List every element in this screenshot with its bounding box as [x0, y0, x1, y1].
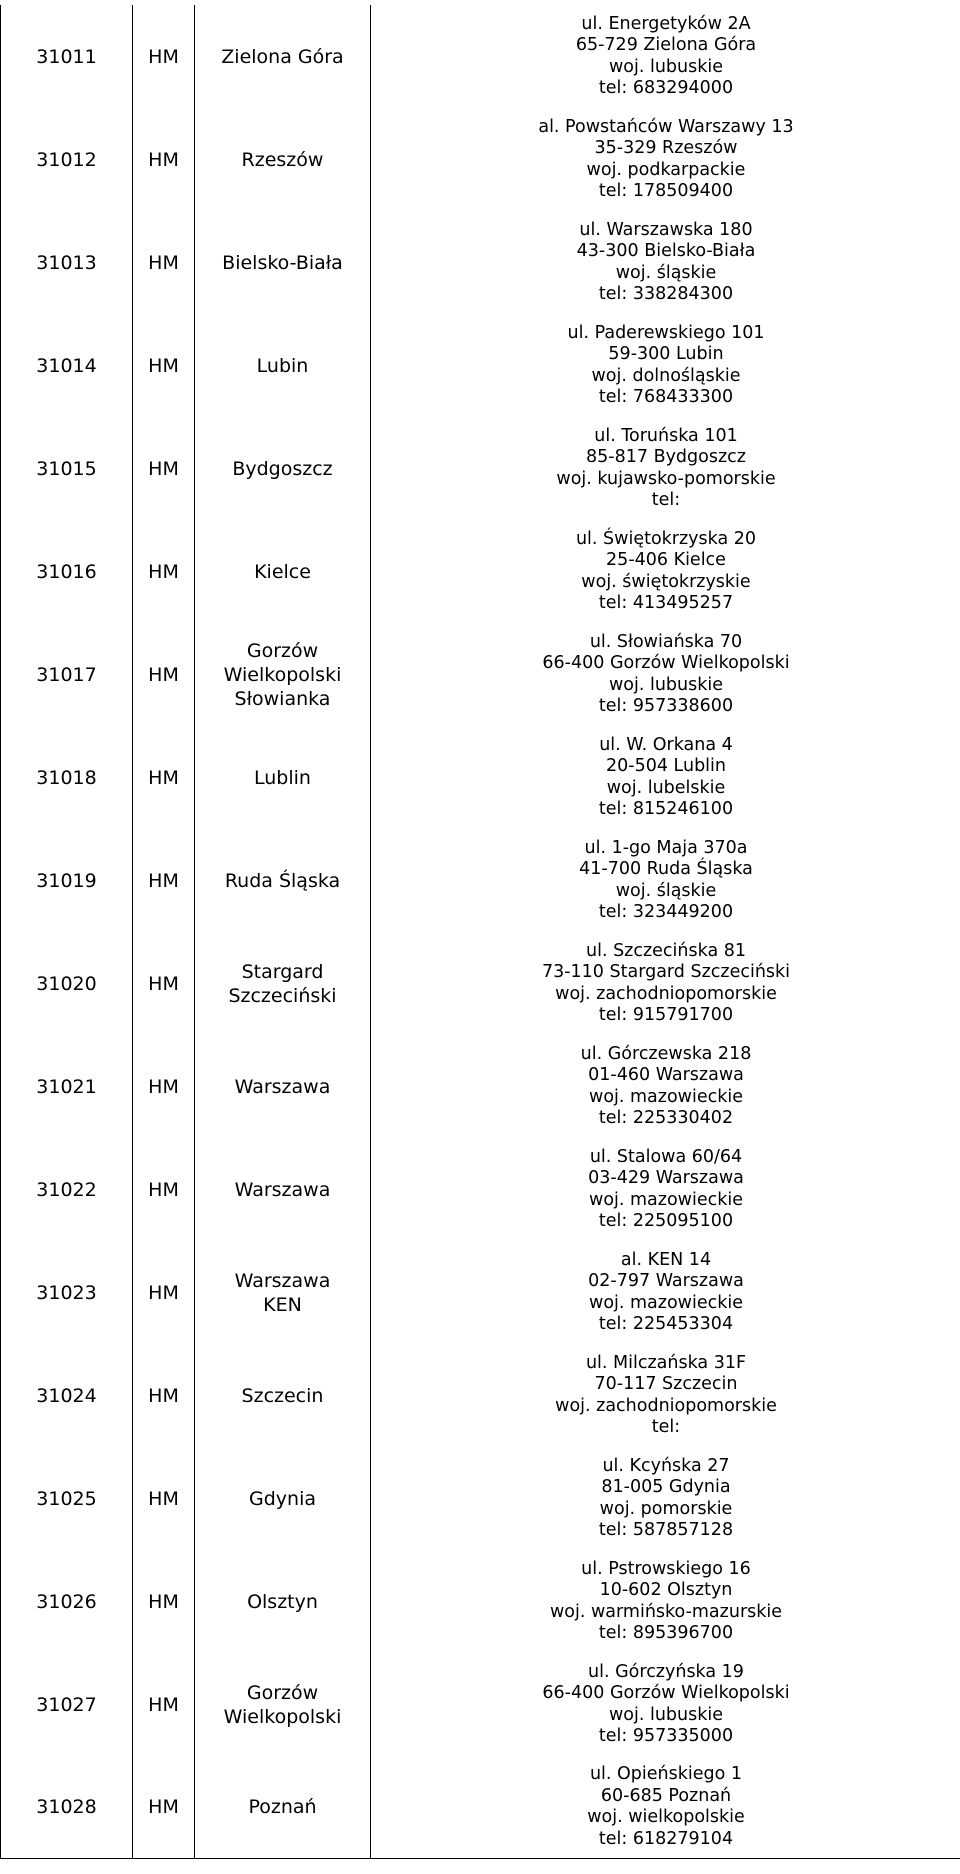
- voivodeship-line: woj. pomorskie: [599, 1498, 733, 1519]
- store-table: [0, 5, 960, 1859]
- voivodeship-line: woj. mazowieckie: [589, 1189, 743, 1210]
- store-city: [195, 1653, 371, 1756]
- table-row: [1, 417, 960, 520]
- city-line: Gdynia: [249, 1487, 316, 1510]
- store-type: HM: [133, 1756, 195, 1859]
- city-line: Stargard: [241, 960, 324, 983]
- phone-line: tel:: [651, 490, 681, 510]
- city-line: Bydgoszcz: [232, 457, 333, 480]
- store-address: [371, 1138, 960, 1241]
- table-row: [1, 520, 960, 623]
- postal-line: 73-110 Stargard Szczeciński: [541, 962, 791, 982]
- store-type: HM: [133, 314, 195, 417]
- table-row: [1, 1756, 960, 1859]
- street-line: ul. Opieńskiego 1: [589, 1764, 743, 1784]
- store-table-body: [1, 5, 960, 1859]
- city-line: Gorzów: [246, 1681, 319, 1704]
- postal-line: 43-300 Bielsko-Biała: [576, 241, 756, 261]
- store-code: 31012: [1, 108, 133, 211]
- store-code: 31025: [1, 1447, 133, 1550]
- store-code: 31028: [1, 1756, 133, 1859]
- phone-line: tel: 225095100: [598, 1211, 734, 1231]
- city-line: Lubin: [256, 354, 309, 377]
- store-address: [371, 211, 960, 314]
- store-address: [371, 1344, 960, 1447]
- table-row: [1, 5, 960, 108]
- table-row: [1, 829, 960, 932]
- city-line: Szczeciński: [228, 984, 337, 1007]
- store-city: [195, 211, 371, 314]
- store-type: HM: [133, 932, 195, 1035]
- city-line: Warszawa: [234, 1178, 331, 1201]
- postal-line: 66-400 Gorzów Wielkopolski: [542, 1683, 790, 1703]
- store-address: [371, 726, 960, 829]
- table-row: [1, 1138, 960, 1241]
- voivodeship-line: woj. lubuskie: [608, 674, 724, 695]
- store-address: [371, 1447, 960, 1550]
- store-city: [195, 5, 371, 108]
- postal-line: 20-504 Lublin: [605, 756, 726, 776]
- store-address: [371, 1241, 960, 1344]
- table-row: [1, 1344, 960, 1447]
- store-type: HM: [133, 1344, 195, 1447]
- voivodeship-line: woj. lubuskie: [608, 56, 724, 77]
- street-line: al. Powstańców Warszawy 13: [538, 116, 794, 137]
- city-line: Słowianka: [234, 687, 331, 710]
- city-line: Gorzów: [246, 639, 319, 662]
- street-line: ul. Toruńska 101: [594, 425, 738, 446]
- store-code: 31015: [1, 417, 133, 520]
- store-type: HM: [133, 1653, 195, 1756]
- store-city: [195, 726, 371, 829]
- store-type: HM: [133, 623, 195, 726]
- street-line: ul. 1-go Maja 370a: [584, 837, 748, 858]
- phone-line: tel: 815246100: [598, 799, 734, 819]
- store-code: 31016: [1, 520, 133, 623]
- city-line: KEN: [263, 1293, 302, 1316]
- phone-line: tel: 895396700: [598, 1623, 734, 1643]
- phone-line: tel: 915791700: [598, 1005, 734, 1025]
- phone-line: tel: 323449200: [598, 902, 734, 922]
- store-city: [195, 932, 371, 1035]
- store-city: [195, 417, 371, 520]
- voivodeship-line: woj. śląskie: [615, 880, 717, 901]
- street-line: ul. Słowiańska 70: [589, 631, 743, 652]
- store-type: HM: [133, 1447, 195, 1550]
- voivodeship-line: woj. kujawsko-pomorskie: [556, 468, 776, 489]
- postal-line: 01-460 Warszawa: [588, 1065, 744, 1085]
- store-city: [195, 1756, 371, 1859]
- voivodeship-line: woj. zachodniopomorskie: [555, 1395, 777, 1416]
- store-city: [195, 108, 371, 211]
- postal-line: 59-300 Lubin: [608, 344, 724, 364]
- table-row: [1, 1447, 960, 1550]
- store-type: HM: [133, 1550, 195, 1653]
- store-type: HM: [133, 417, 195, 520]
- postal-line: 41-700 Ruda Śląska: [579, 859, 753, 879]
- voivodeship-line: woj. dolnośląskie: [591, 365, 741, 386]
- phone-line: tel:: [651, 1417, 681, 1437]
- voivodeship-line: woj. warmińsko-mazurskie: [549, 1601, 783, 1622]
- table-row: [1, 108, 960, 211]
- store-type: HM: [133, 5, 195, 108]
- store-city: [195, 520, 371, 623]
- phone-line: tel: 338284300: [598, 284, 734, 304]
- store-code: 31014: [1, 314, 133, 417]
- city-line: Warszawa: [234, 1269, 331, 1292]
- street-line: ul. Energetyków 2A: [581, 13, 751, 34]
- store-city: [195, 1344, 371, 1447]
- store-address: [371, 314, 960, 417]
- store-type: HM: [133, 108, 195, 211]
- store-address: [371, 1756, 960, 1859]
- store-code: 31026: [1, 1550, 133, 1653]
- street-line: ul. Paderewskiego 101: [567, 322, 765, 343]
- store-code: 31022: [1, 1138, 133, 1241]
- store-code: 31024: [1, 1344, 133, 1447]
- street-line: ul. Warszawska 180: [579, 219, 753, 240]
- postal-line: 60-685 Poznań: [600, 1785, 732, 1806]
- table-row: [1, 932, 960, 1035]
- city-line: Wielkopolski: [223, 663, 342, 686]
- city-line: Lublin: [254, 766, 311, 789]
- city-line: Olsztyn: [247, 1590, 318, 1613]
- store-address: [371, 5, 960, 108]
- voivodeship-line: woj. lubelskie: [606, 777, 726, 798]
- postal-line: 02-797 Warszawa: [588, 1271, 744, 1291]
- store-code: 31018: [1, 726, 133, 829]
- street-line: ul. Kcyńska 27: [602, 1455, 730, 1476]
- phone-line: tel: 683294000: [598, 78, 734, 98]
- street-line: ul. Stalowa 60/64: [589, 1146, 743, 1167]
- phone-line: tel: 225453304: [598, 1314, 734, 1334]
- store-type: HM: [133, 211, 195, 314]
- table-row: [1, 1241, 960, 1344]
- store-address: [371, 623, 960, 726]
- phone-line: tel: 413495257: [598, 593, 734, 613]
- city-line: Rzeszów: [241, 148, 324, 171]
- store-code: 31019: [1, 829, 133, 932]
- store-city: [195, 1241, 371, 1344]
- city-line: Zielona Góra: [221, 45, 344, 68]
- postal-line: 03-429 Warszawa: [588, 1168, 744, 1188]
- phone-line: tel: 618279104: [598, 1828, 734, 1849]
- city-line: Poznań: [248, 1796, 317, 1818]
- table-row: [1, 211, 960, 314]
- store-code: 31021: [1, 1035, 133, 1138]
- phone-line: tel: 587857128: [598, 1520, 734, 1540]
- city-line: Kielce: [254, 560, 311, 583]
- street-line: ul. Pstrowskiego 16: [581, 1558, 751, 1579]
- store-type: HM: [133, 726, 195, 829]
- store-address: [371, 108, 960, 211]
- voivodeship-line: woj. podkarpackie: [586, 159, 746, 180]
- store-city: [195, 829, 371, 932]
- voivodeship-line: woj. zachodniopomorskie: [555, 983, 777, 1004]
- store-address: [371, 520, 960, 623]
- store-city: [195, 623, 371, 726]
- phone-line: tel: 225330402: [598, 1108, 734, 1128]
- store-address: [371, 417, 960, 520]
- postal-line: 70-117 Szczecin: [594, 1374, 738, 1394]
- store-city: [195, 1550, 371, 1653]
- store-code: 31027: [1, 1653, 133, 1756]
- store-address: [371, 932, 960, 1035]
- table-row: [1, 1653, 960, 1756]
- store-address: [371, 829, 960, 932]
- store-city: [195, 1138, 371, 1241]
- voivodeship-line: woj. lubuskie: [608, 1704, 724, 1725]
- phone-line: tel: 768433300: [598, 387, 734, 407]
- voivodeship-line: woj. mazowieckie: [589, 1292, 743, 1313]
- table-row: [1, 726, 960, 829]
- street-line: ul. Szczecińska 81: [585, 940, 747, 961]
- city-line: Warszawa: [234, 1075, 331, 1098]
- table-row: [1, 314, 960, 417]
- store-type: HM: [133, 1241, 195, 1344]
- postal-line: 81-005 Gdynia: [601, 1477, 731, 1497]
- street-line: al. KEN 14: [620, 1249, 712, 1270]
- city-line: Szczecin: [241, 1384, 324, 1407]
- store-city: [195, 1035, 371, 1138]
- store-city: [195, 1447, 371, 1550]
- store-type: HM: [133, 829, 195, 932]
- table-row: [1, 1035, 960, 1138]
- voivodeship-line: woj. wielkopolskie: [587, 1807, 745, 1827]
- store-type: HM: [133, 520, 195, 623]
- store-address: [371, 1653, 960, 1756]
- store-code: 31020: [1, 932, 133, 1035]
- store-address: [371, 1550, 960, 1653]
- city-line: Bielsko-Biała: [222, 251, 343, 274]
- phone-line: tel: 957338600: [598, 696, 734, 716]
- store-type: HM: [133, 1035, 195, 1138]
- voivodeship-line: woj. mazowieckie: [589, 1086, 743, 1107]
- voivodeship-line: woj. śląskie: [615, 262, 717, 283]
- street-line: ul. Milczańska 31F: [585, 1352, 747, 1373]
- table-row: [1, 1550, 960, 1653]
- store-code: 31011: [1, 5, 133, 108]
- store-code: 31023: [1, 1241, 133, 1344]
- voivodeship-line: woj. świętokrzyskie: [581, 571, 751, 592]
- city-line: Wielkopolski: [223, 1705, 342, 1728]
- store-code: 31013: [1, 211, 133, 314]
- store-address: [371, 1035, 960, 1138]
- store-city: [195, 314, 371, 417]
- city-line: Ruda Śląska: [224, 869, 341, 892]
- store-code: 31017: [1, 623, 133, 726]
- postal-line: 35-329 Rzeszów: [594, 138, 738, 158]
- table-row: [1, 623, 960, 726]
- store-type: HM: [133, 1138, 195, 1241]
- phone-line: tel: 957335000: [598, 1726, 734, 1746]
- postal-line: 65-729 Zielona Góra: [575, 35, 757, 55]
- street-line: ul. Świętokrzyska 20: [575, 528, 757, 549]
- street-line: ul. Górczewska 218: [580, 1043, 752, 1064]
- store-list-page: [0, 5, 960, 1859]
- phone-line: tel: 178509400: [598, 181, 734, 201]
- postal-line: 25-406 Kielce: [606, 550, 726, 570]
- postal-line: 66-400 Gorzów Wielkopolski: [542, 653, 790, 673]
- postal-line: 10-602 Olsztyn: [599, 1580, 733, 1600]
- street-line: ul. W. Orkana 4: [599, 734, 733, 755]
- street-line: ul. Górczyńska 19: [588, 1661, 744, 1682]
- postal-line: 85-817 Bydgoszcz: [586, 447, 746, 467]
